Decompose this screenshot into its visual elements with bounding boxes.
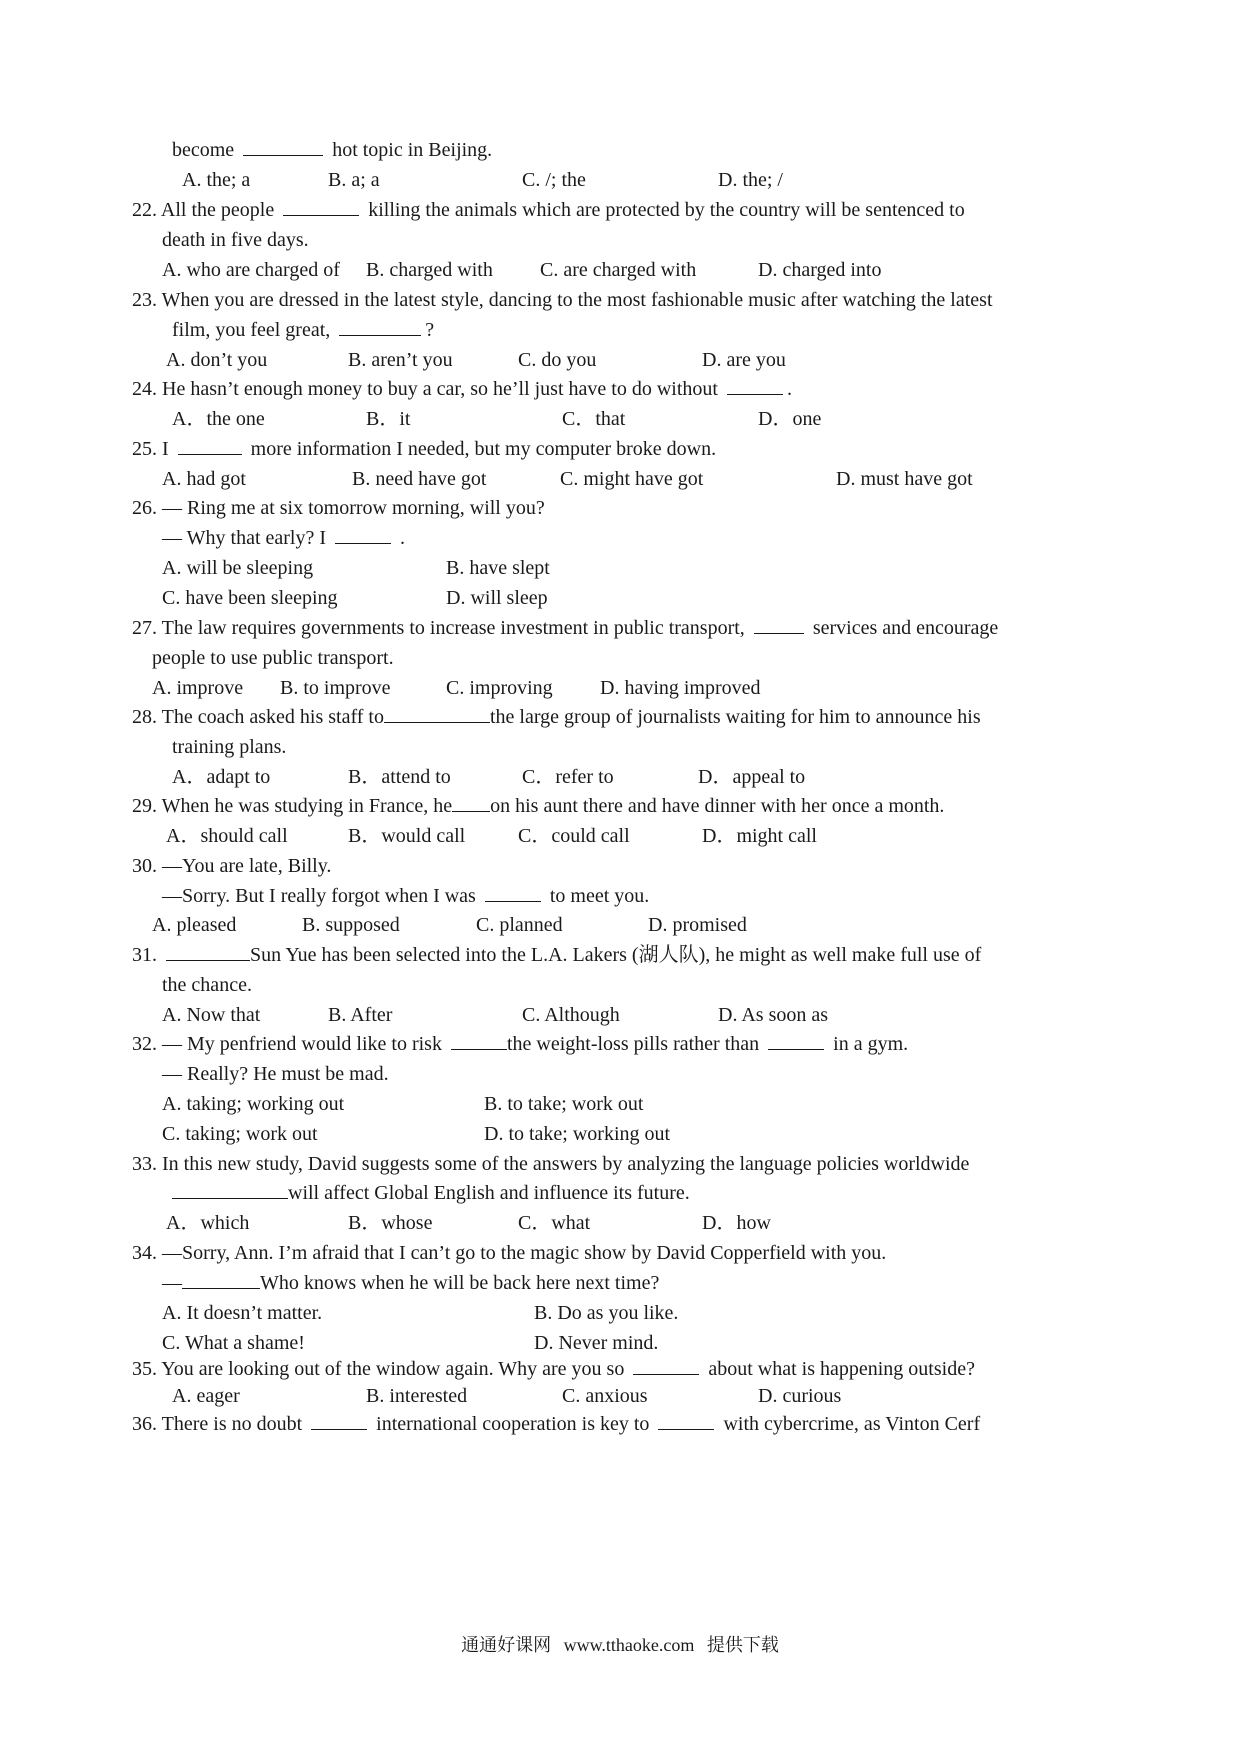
answer-blank: [335, 542, 391, 544]
answer-blank: [339, 334, 421, 336]
option-d: D. As soon as: [718, 1004, 829, 1026]
option-c: C．could call: [518, 825, 630, 847]
option-c: C. improving: [446, 677, 553, 699]
option-a: A．which: [166, 1212, 250, 1234]
option-a: A. the; a: [182, 169, 251, 191]
answer-blank: [658, 1428, 714, 1430]
option-b: B. After: [328, 1004, 393, 1026]
option-b: B. to improve: [280, 677, 391, 699]
q32-line-1: 32. — My penfriend would like to risk the weight-loss pills rather than in a gym.: [132, 1033, 909, 1055]
option-a: A．the one: [172, 408, 265, 430]
footer-url[interactable]: www.tthaoke.com: [563, 1635, 695, 1655]
q31-line-2: the chance.: [162, 974, 252, 996]
answer-blank: [243, 154, 323, 156]
q27-line-1: 27. The law requires governments to increase investment in public transport, services and encourage: [132, 617, 999, 639]
option-a: A. who are charged of: [162, 259, 340, 281]
answer-blank: [166, 959, 250, 961]
q28-line-1: 28. The coach asked his staff to the large group of journalists waiting for him to announce his: [132, 706, 981, 728]
q34-line-1: 34. —Sorry, Ann. I’m afraid that I can’t go to the magic show by David Copperfield with you.: [132, 1242, 887, 1264]
answer-blank: [172, 1197, 288, 1199]
option-a: A. will be sleeping: [162, 557, 314, 579]
q33-line-2: will affect Global English and influence its future.: [172, 1181, 690, 1205]
option-a: A. It doesn’t matter.: [162, 1302, 323, 1324]
option-b: B. Do as you like.: [534, 1302, 679, 1324]
option-b: B．would call: [348, 825, 466, 847]
option-a: A. pleased: [152, 914, 237, 936]
option-b: B．it: [366, 408, 411, 430]
option-d: D．how: [702, 1212, 771, 1234]
answer-blank: [182, 1287, 260, 1289]
option-d: D. curious: [758, 1385, 842, 1407]
option-a: A. had got: [162, 468, 246, 490]
q24-line-1: 24. He hasn’t enough money to buy a car, so he’ll just have to do without .: [132, 378, 792, 400]
option-b: B. need have got: [352, 468, 487, 490]
q23-line-1: 23. When you are dressed in the latest style, dancing to the most fashionable music after watching the latest: [132, 289, 993, 311]
q35-line-1: 35. You are looking out of the window again. Why are you so about what is happening outside?: [132, 1358, 975, 1380]
option-b: B. charged with: [366, 259, 493, 281]
option-c: C. Although: [522, 1004, 620, 1026]
answer-blank: [452, 810, 490, 812]
option-c: C. /; the: [522, 169, 586, 191]
option-c: C. do you: [518, 349, 597, 371]
page-footer: [0, 1633, 1240, 1657]
answer-blank: [754, 632, 804, 634]
answer-blank: [384, 721, 490, 723]
q31-line-1: 31. Sun Yue has been selected into the L.A. Lakers (湖人队), he might as well make full use of: [132, 944, 982, 966]
option-d: D．might call: [702, 825, 817, 847]
answer-blank: [633, 1373, 699, 1375]
option-c: C．what: [518, 1212, 591, 1234]
q21-line: become hot topic in Beijing.: [172, 139, 493, 161]
option-a: A. don’t you: [166, 349, 268, 371]
q34-line-2: — Who knows when he will be back here next time?: [162, 1272, 660, 1294]
option-b: B．attend to: [348, 766, 451, 788]
option-a: A. Now that: [162, 1004, 261, 1026]
option-b: B. a; a: [328, 169, 380, 191]
q26-line-1: 26. — Ring me at six tomorrow morning, will you?: [132, 497, 545, 519]
option-a: A．should call: [166, 825, 288, 847]
option-c: C. planned: [476, 914, 563, 936]
option-d: D. Never mind.: [534, 1332, 659, 1354]
q30-line-1: 30. —You are late, Billy.: [132, 855, 332, 877]
option-d: D. the; /: [718, 169, 783, 191]
option-c: C．refer to: [522, 766, 614, 788]
answer-blank: [311, 1428, 367, 1430]
option-c: C. have been sleeping: [162, 587, 338, 609]
answer-blank: [485, 900, 541, 902]
option-b: B. aren’t you: [348, 349, 453, 371]
option-b: B. to take; work out: [484, 1093, 644, 1115]
q29-line-1: 29. When he was studying in France, he on his aunt there and have dinner with her once a month.: [132, 795, 945, 817]
answer-blank: [178, 453, 242, 455]
option-c: C. are charged with: [540, 259, 697, 281]
answer-blank: [768, 1048, 824, 1050]
q23-line-2: film, you feel great, ?: [172, 319, 435, 341]
q33-line-1: 33. In this new study, David suggests some of the answers by analyzing the language policies worldwide: [132, 1153, 970, 1175]
q36-line-1: 36. There is no doubt international cooperation is key to with cybercrime, as Vinton Cerf: [132, 1413, 981, 1435]
q27-line-2: people to use public transport.: [152, 647, 394, 669]
option-c: C. anxious: [562, 1385, 648, 1407]
option-d: D. having improved: [600, 677, 761, 699]
option-b: B．whose: [348, 1212, 433, 1234]
footer-note: 提供下载: [706, 1635, 779, 1655]
footer-site-name: 通通好课网: [461, 1635, 552, 1655]
option-a: A. eager: [172, 1385, 240, 1407]
q28-line-2: training plans.: [172, 736, 287, 758]
option-d: D. are you: [702, 349, 786, 371]
option-d: D. to take; working out: [484, 1123, 671, 1145]
option-d: D. must have got: [836, 468, 973, 490]
q22-line-1: 22. All the people killing the animals which are protected by the country will be sentenced to: [132, 199, 965, 221]
option-d: D．appeal to: [698, 766, 806, 788]
option-b: B. have slept: [446, 557, 550, 579]
option-c: C. What a shame!: [162, 1332, 305, 1354]
option-d: D. promised: [648, 914, 747, 936]
option-b: B. interested: [366, 1385, 468, 1407]
q26-line-2: — Why that early? I .: [162, 527, 406, 549]
option-a: A. taking; working out: [162, 1093, 345, 1115]
option-a: A．adapt to: [172, 766, 271, 788]
option-b: B. supposed: [302, 914, 400, 936]
q22-line-2: death in five days.: [162, 229, 309, 251]
option-d: D．one: [758, 408, 822, 430]
q32-line-2: — Really? He must be mad.: [162, 1063, 389, 1085]
answer-blank: [451, 1048, 507, 1050]
answer-blank: [727, 393, 783, 395]
q30-line-2: —Sorry. But I really forgot when I was to meet you.: [162, 885, 650, 907]
option-c: C. might have got: [560, 468, 704, 490]
option-c: C. taking; work out: [162, 1123, 318, 1145]
answer-blank: [283, 214, 359, 216]
option-d: D. charged into: [758, 259, 882, 281]
option-d: D. will sleep: [446, 587, 548, 609]
option-c: C．that: [562, 408, 626, 430]
q25-line-1: 25. I more information I needed, but my computer broke down.: [132, 438, 717, 460]
option-a: A. improve: [152, 677, 244, 699]
